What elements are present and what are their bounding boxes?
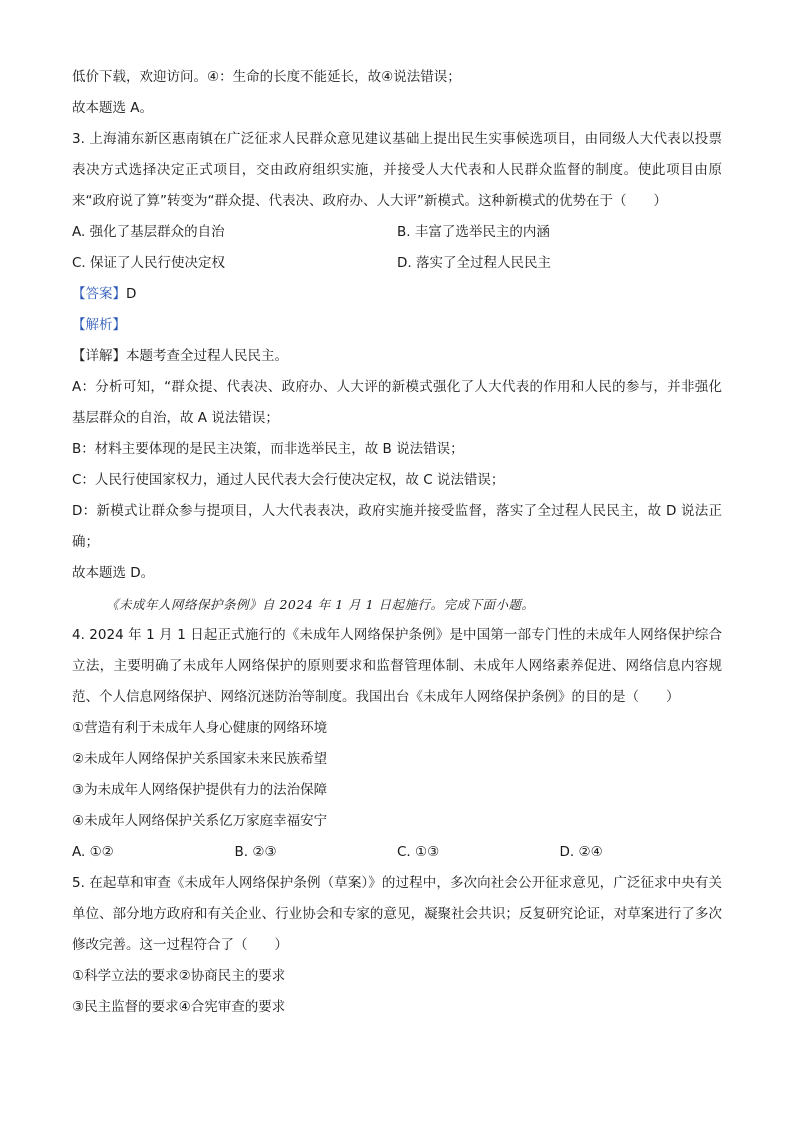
q4-option-a: A. ①② — [72, 844, 114, 860]
q3-option-b: B. 丰富了选举民主的内涵 — [397, 224, 550, 240]
q4-stem: 4. 2024 年 1 月 1 日起正式施行的《未成年人网络保护条例》是中国第一部专门性的未成年人网络保护综合立法，主要明确了未成年人网络保护的原则要求和监督管理体制、未成年人网络素养促进、网络信息内容规范、个人信息网络保护、网络沉迷防治等制度。我国出台《未成年人网络保护条例》的目的是（ ） — [72, 627, 722, 705]
q3-options-row-2 — [72, 248, 722, 279]
q3-option-a: A. 强化了基层群众的自治 — [72, 224, 225, 240]
detail-label: 【详解】 — [72, 348, 126, 364]
q3-option-d: D. 落实了全过程人民民主 — [397, 255, 551, 271]
q4-option-c: C. ①③ — [397, 844, 440, 860]
q3-explain-a: A：分析可知，“群众提、代表决、政府办、人大评的新模式强化了人大代表的作用和人民的参与，并非强化基层群众的自治，故 A 说法错误； — [72, 379, 722, 426]
q3-options-row-1 — [72, 217, 722, 248]
q3-detail-line — [72, 341, 722, 372]
q4-item-1: ①营造有利于未成年人身心健康的网络环境 — [72, 720, 328, 736]
q3-analysis-line — [72, 310, 722, 341]
answer-value: D — [126, 286, 137, 302]
prev-explanation-line: 低价下载，欢迎访问。④：生命的长度不能延长，故④说法错误； — [72, 69, 461, 85]
q3-answer-line — [72, 279, 722, 310]
prev-conclusion-line: 故本题选 A。 — [72, 100, 154, 116]
q5-stem: 5. 在起草和审查《未成年人网络保护条例（草案）》的过程中，多次向社会公开征求意见，广泛征求中央有关单位、部分地方政府和有关企业、行业协会和专家的意见，凝聚社会共识；反复研究论证，对草案进行了多次修改完善。这一过程符合了（ ） — [72, 875, 722, 953]
answer-label: 【答案】 — [72, 286, 126, 302]
q4-item-2: ②未成年人网络保护关系国家未来民族希望 — [72, 751, 328, 767]
q4-option-b: B. ②③ — [234, 844, 277, 860]
q3-stem: 3. 上海浦东新区惠南镇在广泛征求人民群众意见建议基础上提出民生实事候选项目，由同级人大代表以投票表决方式选择决定正式项目，交由政府组织实施，并接受人大代表和人民群众监督的制度。使此项目由原来“政府说了算”转变为“群众提、代表决、政府办、人大评”新模式。这种新模式的优势在于（ ） — [72, 131, 722, 209]
q4-options-row — [72, 837, 722, 868]
detail-text: 本题考查全过程人民民主。 — [126, 348, 288, 364]
q3-option-c: C. 保证了人民行使决定权 — [72, 255, 226, 271]
q4-item-4: ④未成年人网络保护关系亿万家庭幸福安宁 — [72, 813, 328, 829]
analysis-label: 【解析】 — [72, 317, 126, 333]
section-intro: 《未成年人网络保护条例》自 2024 年 1 月 1 日起施行。完成下面小题。 — [106, 597, 535, 612]
q3-explain-c: C：人民行使国家权力，通过人民代表大会行使决定权，故 C 说法错误； — [72, 472, 505, 488]
q3-explain-b: B：材料主要体现的是民主决策，而非选举民主，故 B 说法错误； — [72, 441, 464, 457]
q5-item-2: ③民主监督的要求④合宪审查的要求 — [72, 999, 286, 1015]
q4-item-3: ③为未成年人网络保护提供有力的法治保障 — [72, 782, 328, 798]
q4-option-d: D. ②④ — [559, 844, 603, 860]
q3-conclusion: 故本题选 D。 — [72, 565, 155, 581]
q3-explain-d: D：新模式让群众参与提项目，人大代表表决，政府实施并接受监督，落实了全过程人民民主，故 D 说法正确； — [72, 503, 722, 550]
q5-item-1: ①科学立法的要求②协商民主的要求 — [72, 968, 286, 984]
